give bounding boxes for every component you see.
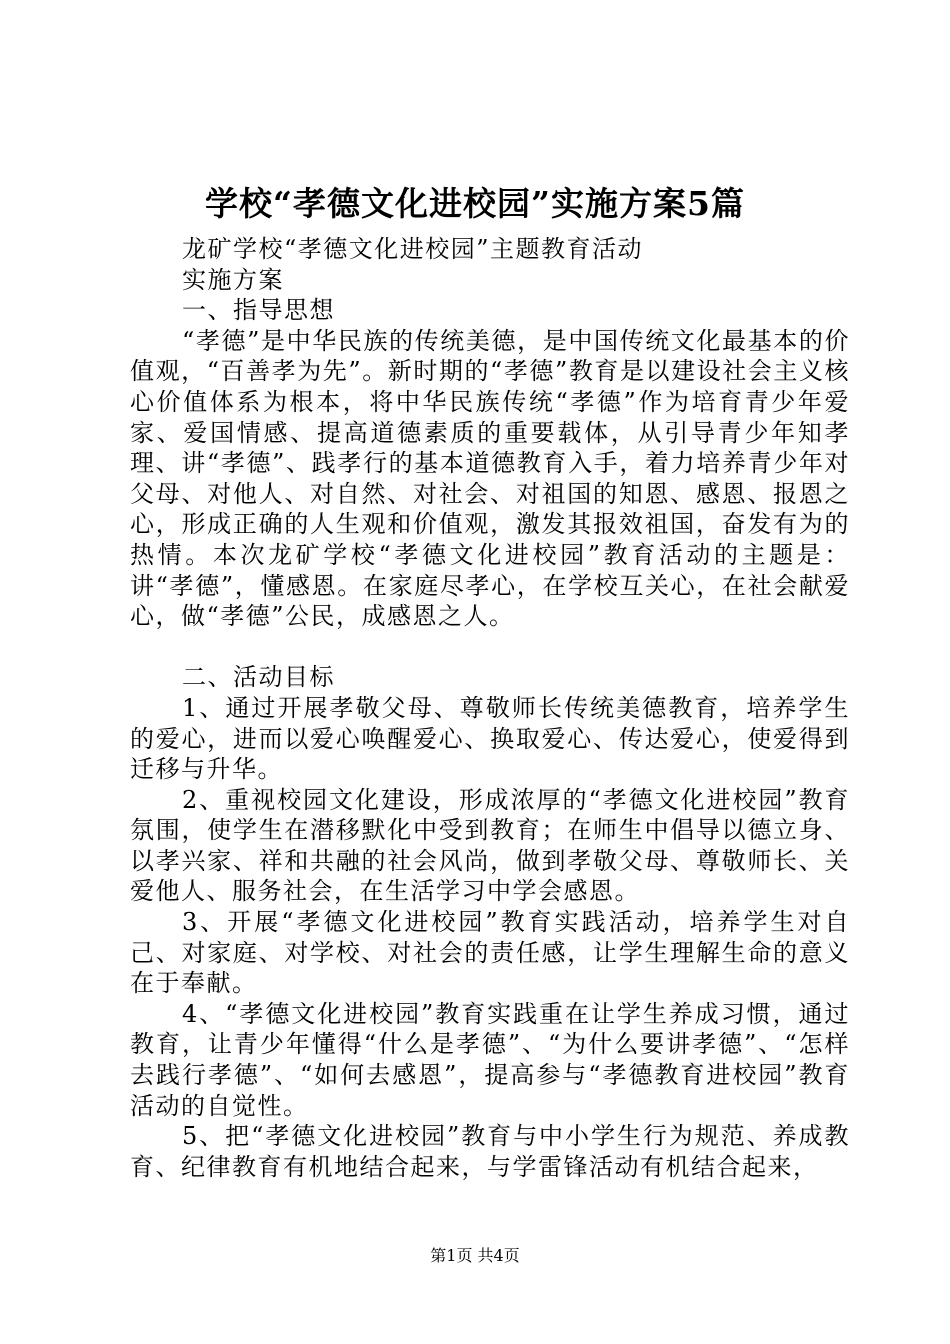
goal-item-3: 3、开展“孝德文化进校园”教育实践活动，培养学生对自己、对家庭、对学校、对社会的责任感，让学生理解生命的意义在于奉献。 [130, 908, 850, 998]
document-title: 学校“孝德文化进校园”实施方案5篇 [205, 184, 745, 223]
subtitle-line-1: 龙矿学校“孝德文化进校园”主题教育活动 [182, 235, 644, 263]
section-heading-guiding-ideology: 一、指导思想 [182, 296, 335, 325]
page-number-footer: 第1页 共4页 [430, 1246, 520, 1265]
document-body [130, 234, 850, 1182]
subtitle-line-2: 实施方案 [182, 265, 284, 294]
section-heading-activity-goals: 二、活动目标 [182, 663, 335, 692]
goal-item-4: 4、“孝德文化进校园”教育实践重在让学生养成习惯，通过教育，让青少年懂得“什么是孝德”、“为什么要讲孝德”、“怎样去践行孝德”、“如何去感恩”，提高参与“孝德教育进校园”教育活动的自觉性。 [130, 999, 850, 1120]
paragraph-spacer [130, 632, 850, 663]
goal-item-1: 1、通过开展孝敬父母、尊敬师长传统美德教育，培养学生的爱心，进而以爱心唤醒爱心、换取爱心、传达爱心，使爱得到迁移与升华。 [130, 693, 850, 784]
paragraph-guiding-ideology: “孝德”是中华民族的传统美德，是中国传统文化最基本的价值观，“百善孝为先”。新时期的“孝德”教育是以建设社会主义核心价值体系为根本，将中华民族传统“孝德”作为培育青少年爱家、爱国情感、提高道德素质的重要载体，从引导青少年知孝理、讲“孝德”、践孝行的基本道德教育入手，着力培养青少年对父母、对他人、对自然、对社会、对祖国的知恩、感恩、报恩之心，形成正确的人生观和价值观，激发其报效祖国，奋发有为的热情。本次龙矿学校“孝德文化进校园”教育活动的主题是：讲“孝德”，懂感恩。在家庭尽孝心，在学校互关心，在社会献爱心，做“孝德”公民，成感恩之人。 [130, 326, 850, 631]
goal-item-2: 2、重视校园文化建设，形成浓厚的“孝德文化进校园”教育氛围，使学生在潜移默化中受到教育；在师生中倡导以德立身、以孝兴家、祥和共融的社会风尚，做到孝敬父母、尊敬师长、关爱他人、服务社会，在生活学习中学会感恩。 [130, 785, 850, 906]
goal-item-5: 5、把“孝德文化进校园”教育与中小学生行为规范、养成教育、纪律教育有机地结合起来，与学雷锋活动有机结合起来， [130, 1122, 850, 1181]
